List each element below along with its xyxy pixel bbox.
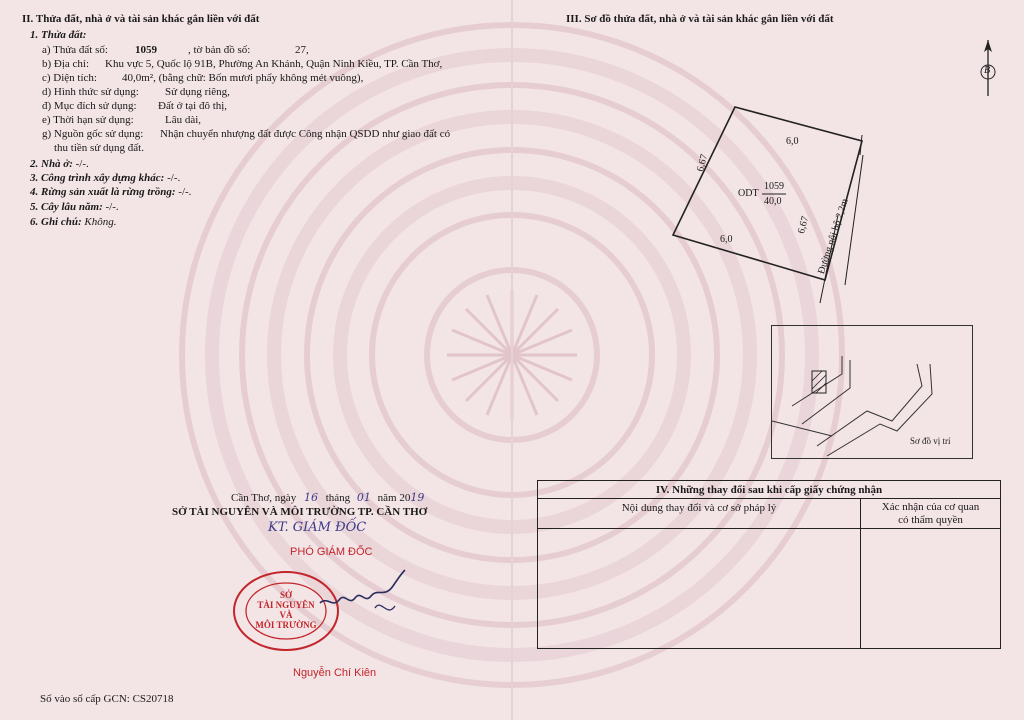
map-label: , tờ bản đồ số: bbox=[188, 44, 251, 56]
sketch-parcel-no: 1059 bbox=[764, 181, 784, 192]
dim-bottom: 6,0 bbox=[720, 234, 733, 245]
form-value: Sử dụng riêng, bbox=[165, 86, 230, 98]
stamp-line4: MÔI TRƯỜNG bbox=[255, 620, 317, 630]
item1-title: 1. Thửa đất: bbox=[30, 29, 87, 41]
purpose-value: Đất ở tại đô thị, bbox=[158, 100, 228, 112]
form-label: d) Hình thức sử dụng: bbox=[42, 86, 139, 98]
deputy-title: PHÓ GIÁM ĐỐC bbox=[290, 546, 373, 558]
trees-label: 5. Cây lâu năm: bbox=[30, 201, 103, 213]
gcn-value: CS20718 bbox=[132, 693, 174, 705]
parcel-code: ODT bbox=[738, 188, 759, 199]
note-value: Không. bbox=[84, 216, 117, 228]
changes-authority-cell bbox=[861, 529, 1001, 649]
authority-line2: có thẩm quyền bbox=[898, 514, 963, 526]
section2-title: II. Thửa đất, nhà ở và tài sản khác gắn liền với đất bbox=[22, 13, 260, 25]
section3-title: III. Sơ đồ thửa đất, nhà ở và tài sản khác gắn liền với đất bbox=[566, 13, 834, 25]
dim-top: 6,0 bbox=[786, 136, 799, 147]
sketch-parcel-area: 40,0 bbox=[764, 196, 782, 207]
kt-giam-doc: KT. GIÁM ĐỐC bbox=[268, 520, 367, 535]
origin-value: Nhận chuyển nhượng đất được Công nhận QSDD như giao đất có bbox=[160, 128, 451, 140]
road-label: Đường nội bộ 2,2m bbox=[816, 197, 851, 276]
fraction-line bbox=[762, 193, 786, 195]
gcn-label: Số vào sổ cấp GCN: bbox=[40, 693, 130, 705]
month-label: tháng bbox=[325, 492, 351, 504]
address-value: Khu vực 5, Quốc lộ 91B, Phường An Khánh, Quận Ninh Kiều, TP. Cần Thơ, bbox=[105, 58, 443, 70]
origin-value-line2: thu tiền sử dụng đất. bbox=[54, 142, 144, 154]
parcel-sketch bbox=[640, 95, 890, 325]
trees-value: -/-. bbox=[105, 201, 119, 213]
signer-name: Nguyễn Chí Kiên bbox=[293, 667, 377, 679]
agency-name: SỞ TÀI NGUYÊN VÀ MÔI TRƯỜNG TP. CẦN THƠ bbox=[172, 506, 428, 518]
house-label: 2. Nhà ở: bbox=[30, 158, 73, 170]
stamp-line3: VÀ bbox=[279, 610, 293, 620]
purpose-label: đ) Mục đích sử dụng: bbox=[42, 100, 137, 112]
handwritten-signature bbox=[315, 568, 410, 628]
signature-date bbox=[231, 491, 424, 504]
parcel-label: a) Thửa đất số: bbox=[42, 44, 108, 56]
stamp-line1: SỞ bbox=[279, 590, 292, 600]
location-map-label: Sơ đồ vị trí bbox=[910, 436, 951, 446]
area-value: 40,0m², (bằng chữ: Bốn mươi phẩy không mét vuông), bbox=[122, 72, 364, 84]
term-value: Lâu dài, bbox=[165, 114, 202, 126]
changes-col-authority bbox=[861, 499, 1001, 529]
dim-left: 6,67 bbox=[695, 153, 711, 173]
origin-label: g) Nguồn gốc sử dụng: bbox=[42, 128, 144, 140]
date-prefix: Cần Thơ, ngày bbox=[231, 492, 297, 504]
note-label: 6. Ghi chú: bbox=[30, 216, 82, 228]
north-label: B bbox=[984, 65, 991, 76]
area-label: c) Diện tích: bbox=[42, 72, 97, 84]
other-construction-label: 3. Công trình xây dựng khác: bbox=[30, 172, 165, 184]
date-day: 16 bbox=[303, 491, 318, 504]
parcel-no: 1059 bbox=[135, 44, 157, 56]
forest-value: -/-. bbox=[178, 186, 192, 198]
changes-col-content: Nội dung thay đổi và cơ sở pháp lý bbox=[538, 499, 861, 529]
section4-title: IV. Những thay đổi sau khi cấp giấy chứng nhận bbox=[538, 481, 1001, 499]
forest-label: 4. Rừng sản xuất là rừng trồng: bbox=[30, 186, 176, 198]
house-value: -/-. bbox=[75, 158, 89, 170]
dim-right: 6,67 bbox=[796, 215, 812, 235]
year-label: năm 20 bbox=[377, 492, 411, 504]
address-label: b) Địa chỉ: bbox=[42, 58, 90, 70]
term-label: e) Thời hạn sử dụng: bbox=[42, 114, 134, 126]
date-year-suffix: 19 bbox=[410, 491, 425, 504]
other-construction-value: -/-. bbox=[167, 172, 181, 184]
authority-line1: Xác nhận của cơ quan bbox=[881, 501, 980, 513]
changes-content-cell bbox=[538, 529, 861, 649]
map-no: 27, bbox=[295, 44, 309, 56]
stamp-line2: TÀI NGUYÊN bbox=[257, 600, 315, 610]
changes-table bbox=[537, 480, 1001, 649]
date-month: 01 bbox=[356, 491, 371, 504]
